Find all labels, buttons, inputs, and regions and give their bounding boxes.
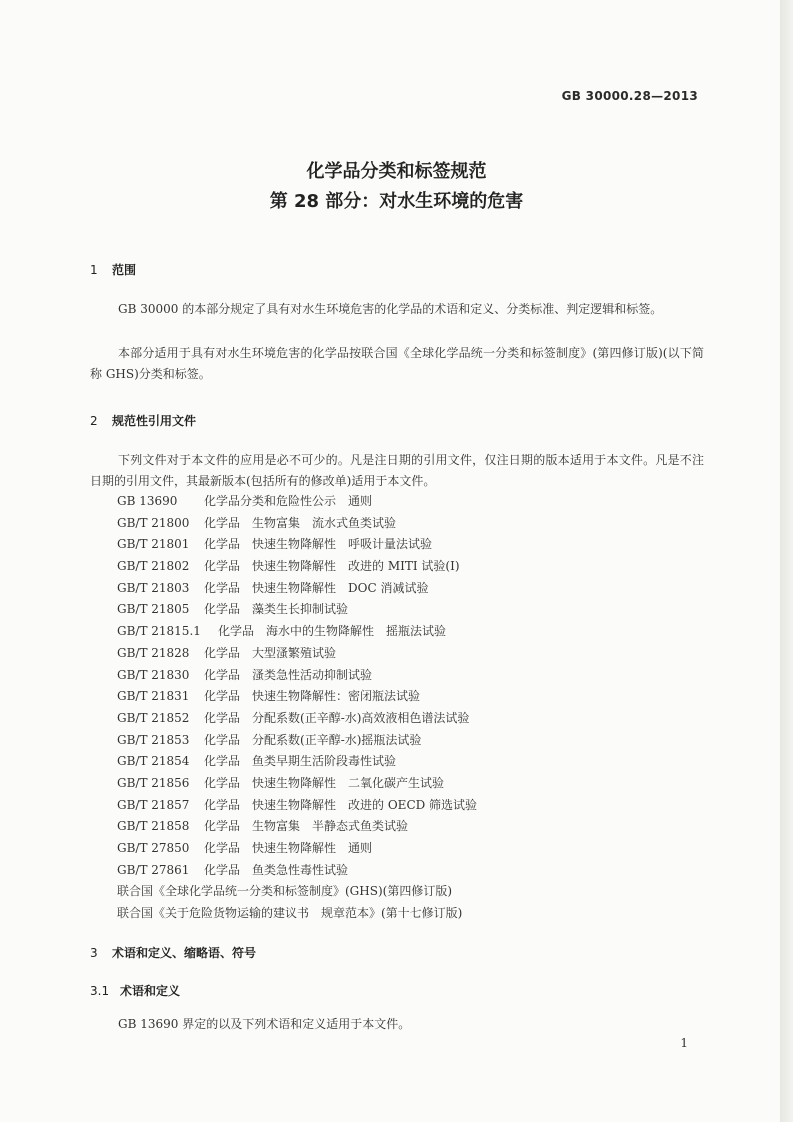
reference-title-part: 化学品 — [204, 537, 241, 552]
reference-title-part: 化学品 — [204, 667, 241, 682]
reference-code: GB/T 21856 — [117, 775, 190, 790]
title-line-2: 第 28 部分：对水生环境的危害 — [269, 191, 524, 212]
reference-item — [117, 860, 489, 882]
reference-item — [117, 708, 489, 730]
reference-title-part: 生物富集 — [252, 515, 301, 530]
reference-title-part: 化学品分类和危险性公示 — [204, 494, 337, 508]
reference-code: GB/T 21858 — [117, 819, 190, 834]
reference-item — [117, 643, 489, 665]
reference-title-part: 化学品 — [204, 515, 241, 530]
reference-title-part: 快速生物降解性 — [252, 841, 337, 855]
reference-item — [117, 838, 489, 860]
reference-title-part: 快速生物降解性 — [252, 537, 337, 552]
reference-title-part: 化学品 — [204, 602, 241, 617]
reference-code: GB/T 21800 — [117, 515, 190, 530]
reference-title-part: 分配系数(正辛醇-水)摇瓶法试验 — [252, 732, 422, 747]
reference-title-part: DOC 消减试验 — [348, 580, 429, 595]
reference-code: GB/T 21801 — [117, 537, 190, 552]
reference-code: GB/T 21854 — [117, 754, 190, 769]
reference-title-part: 通则 — [348, 494, 373, 508]
reference-title-part: 快速生物降解性 — [252, 580, 337, 595]
reference-title-part: 藻类生长抑制试验 — [252, 602, 349, 617]
reference-title-part: 化学品 — [204, 797, 241, 812]
standard-code: GB 30000.28—2013 — [561, 89, 698, 103]
document-title — [0, 157, 793, 217]
reference-title-part: 呼吸计量法试验 — [348, 537, 433, 552]
reference-code: GB/T 21803 — [117, 580, 190, 595]
reference-title-part: 溞类急性活动抑制试验 — [252, 667, 373, 682]
reference-title-part: 改进的 OECD 筛选试验 — [348, 797, 478, 812]
reference-title-part: 化学品 — [204, 559, 241, 574]
section-2-heading — [90, 412, 196, 429]
section-1-heading — [90, 261, 136, 278]
reference-code: GB/T 21828 — [117, 645, 190, 660]
reference-title-part: 化学品 — [204, 862, 241, 877]
reference-item — [117, 556, 489, 578]
reference-code: GB/T 21852 — [117, 710, 190, 725]
reference-item — [117, 686, 489, 708]
section-title: 范围 — [112, 263, 137, 277]
reference-title-part: 流水式鱼类试验 — [312, 515, 397, 530]
reference-title-part: 生物富集 — [252, 819, 301, 834]
reference-title-part: 化学品 — [204, 819, 241, 834]
reference-title-part: 大型溞繁殖试验 — [252, 645, 337, 660]
reference-title-part: 化学品 — [204, 775, 241, 790]
reference-item — [117, 513, 489, 535]
reference-item — [117, 665, 489, 687]
scope-paragraph-1: GB 30000 的本部分规定了具有对水生环境危害的化学品的术语和定义、分类标准、判定逻辑和标签。 — [118, 302, 663, 316]
page-number: 1 — [680, 1036, 688, 1050]
reference-item — [117, 816, 489, 838]
reference-code: GB/T 21857 — [117, 797, 190, 812]
title-line-1: 化学品分类和标签规范 — [306, 161, 487, 182]
reference-code: GB/T 27850 — [117, 841, 190, 855]
section-title: 规范性引用文件 — [112, 414, 197, 428]
reference-item — [117, 773, 489, 795]
reference-title-part: 鱼类早期生活阶段毒性试验 — [252, 754, 397, 769]
reference-title-part: 分配系数(正辛醇-水)高效液相色谱法试验 — [252, 710, 470, 725]
reference-item — [117, 599, 489, 621]
reference-title-part: 改进的 MITI 试验(I) — [348, 559, 460, 574]
reference-title-part: 化学品 — [204, 841, 241, 855]
reference-title-part: 二氧化碳产生试验 — [348, 775, 445, 790]
page-edge — [780, 0, 793, 1122]
section-number: 3 — [90, 946, 98, 960]
section-title: 术语和定义 — [120, 984, 181, 998]
reference-title-part: 通则 — [348, 841, 373, 855]
reference-code: GB/T 21853 — [117, 732, 190, 747]
reference-title-part: 海水中的生物降解性 — [266, 624, 375, 639]
section-title: 术语和定义、缩略语、符号 — [112, 946, 257, 960]
scope-paragraph-2: 本部分适用于具有对水生环境危害的化学品按联合国《全球化学品统一分类和标签制度》(第四修订版)(以下简称 GHS)分类和标签。 — [90, 346, 704, 381]
reference-title-part: 快速生物降解性 — [252, 775, 337, 790]
reference-title-part: 化学品 — [204, 754, 241, 769]
reference-title-part: 化学品 — [218, 624, 255, 639]
reference-item — [117, 578, 489, 600]
reference-title-part: 化学品 — [204, 732, 241, 747]
reference-item — [117, 491, 489, 513]
reference-item — [117, 534, 489, 556]
reference-code: GB/T 27861 — [117, 862, 190, 877]
normative-references-list — [117, 491, 489, 925]
reference-code: GB 13690 — [117, 494, 178, 508]
section-number: 2 — [90, 414, 98, 428]
reference-code: GB/T 21805 — [117, 602, 190, 617]
reference-title-part: 化学品 — [204, 580, 241, 595]
section-number: 3.1 — [90, 984, 110, 998]
reference-title-part: 化学品 — [204, 689, 241, 704]
reference-item — [117, 751, 489, 773]
reference-code: GB/T 21815.1 — [117, 624, 201, 639]
section-3-1-heading — [90, 982, 180, 999]
terms-paragraph: GB 13690 界定的以及下列术语和定义适用于本文件。 — [118, 1017, 411, 1031]
reference-item — [117, 621, 489, 643]
reference-code: GB/T 21830 — [117, 667, 190, 682]
reference-title-part: 半静态式鱼类试验 — [312, 819, 409, 834]
reference-item-un: 联合国《关于危险货物运输的建议书 规章范本》(第十七修订版) — [117, 906, 463, 921]
reference-title-part: 化学品 — [204, 645, 241, 660]
reference-title-part: 快速生物降解性：密闭瓶法试验 — [252, 689, 421, 704]
reference-item — [117, 795, 489, 817]
reference-item-un: 联合国《全球化学品统一分类和标签制度》(GHS)(第四修订版) — [117, 884, 453, 899]
reference-title-part: 化学品 — [204, 710, 241, 725]
reference-code: GB/T 21831 — [117, 689, 190, 704]
references-intro: 下列文件对于本文件的应用是必不可少的。凡是注日期的引用文件，仅注日期的版本适用于本文件。凡是不注日期的引用文件，其最新版本(包括所有的修改单)适用于本文件。 — [90, 453, 704, 488]
reference-title-part: 摇瓶法试验 — [386, 624, 447, 639]
reference-title-part: 快速生物降解性 — [252, 559, 337, 574]
reference-item — [117, 730, 489, 752]
section-number: 1 — [90, 263, 98, 277]
reference-code: GB/T 21802 — [117, 559, 190, 574]
reference-title-part: 鱼类急性毒性试验 — [252, 862, 349, 877]
section-3-heading — [90, 944, 256, 961]
reference-title-part: 快速生物降解性 — [252, 797, 337, 812]
